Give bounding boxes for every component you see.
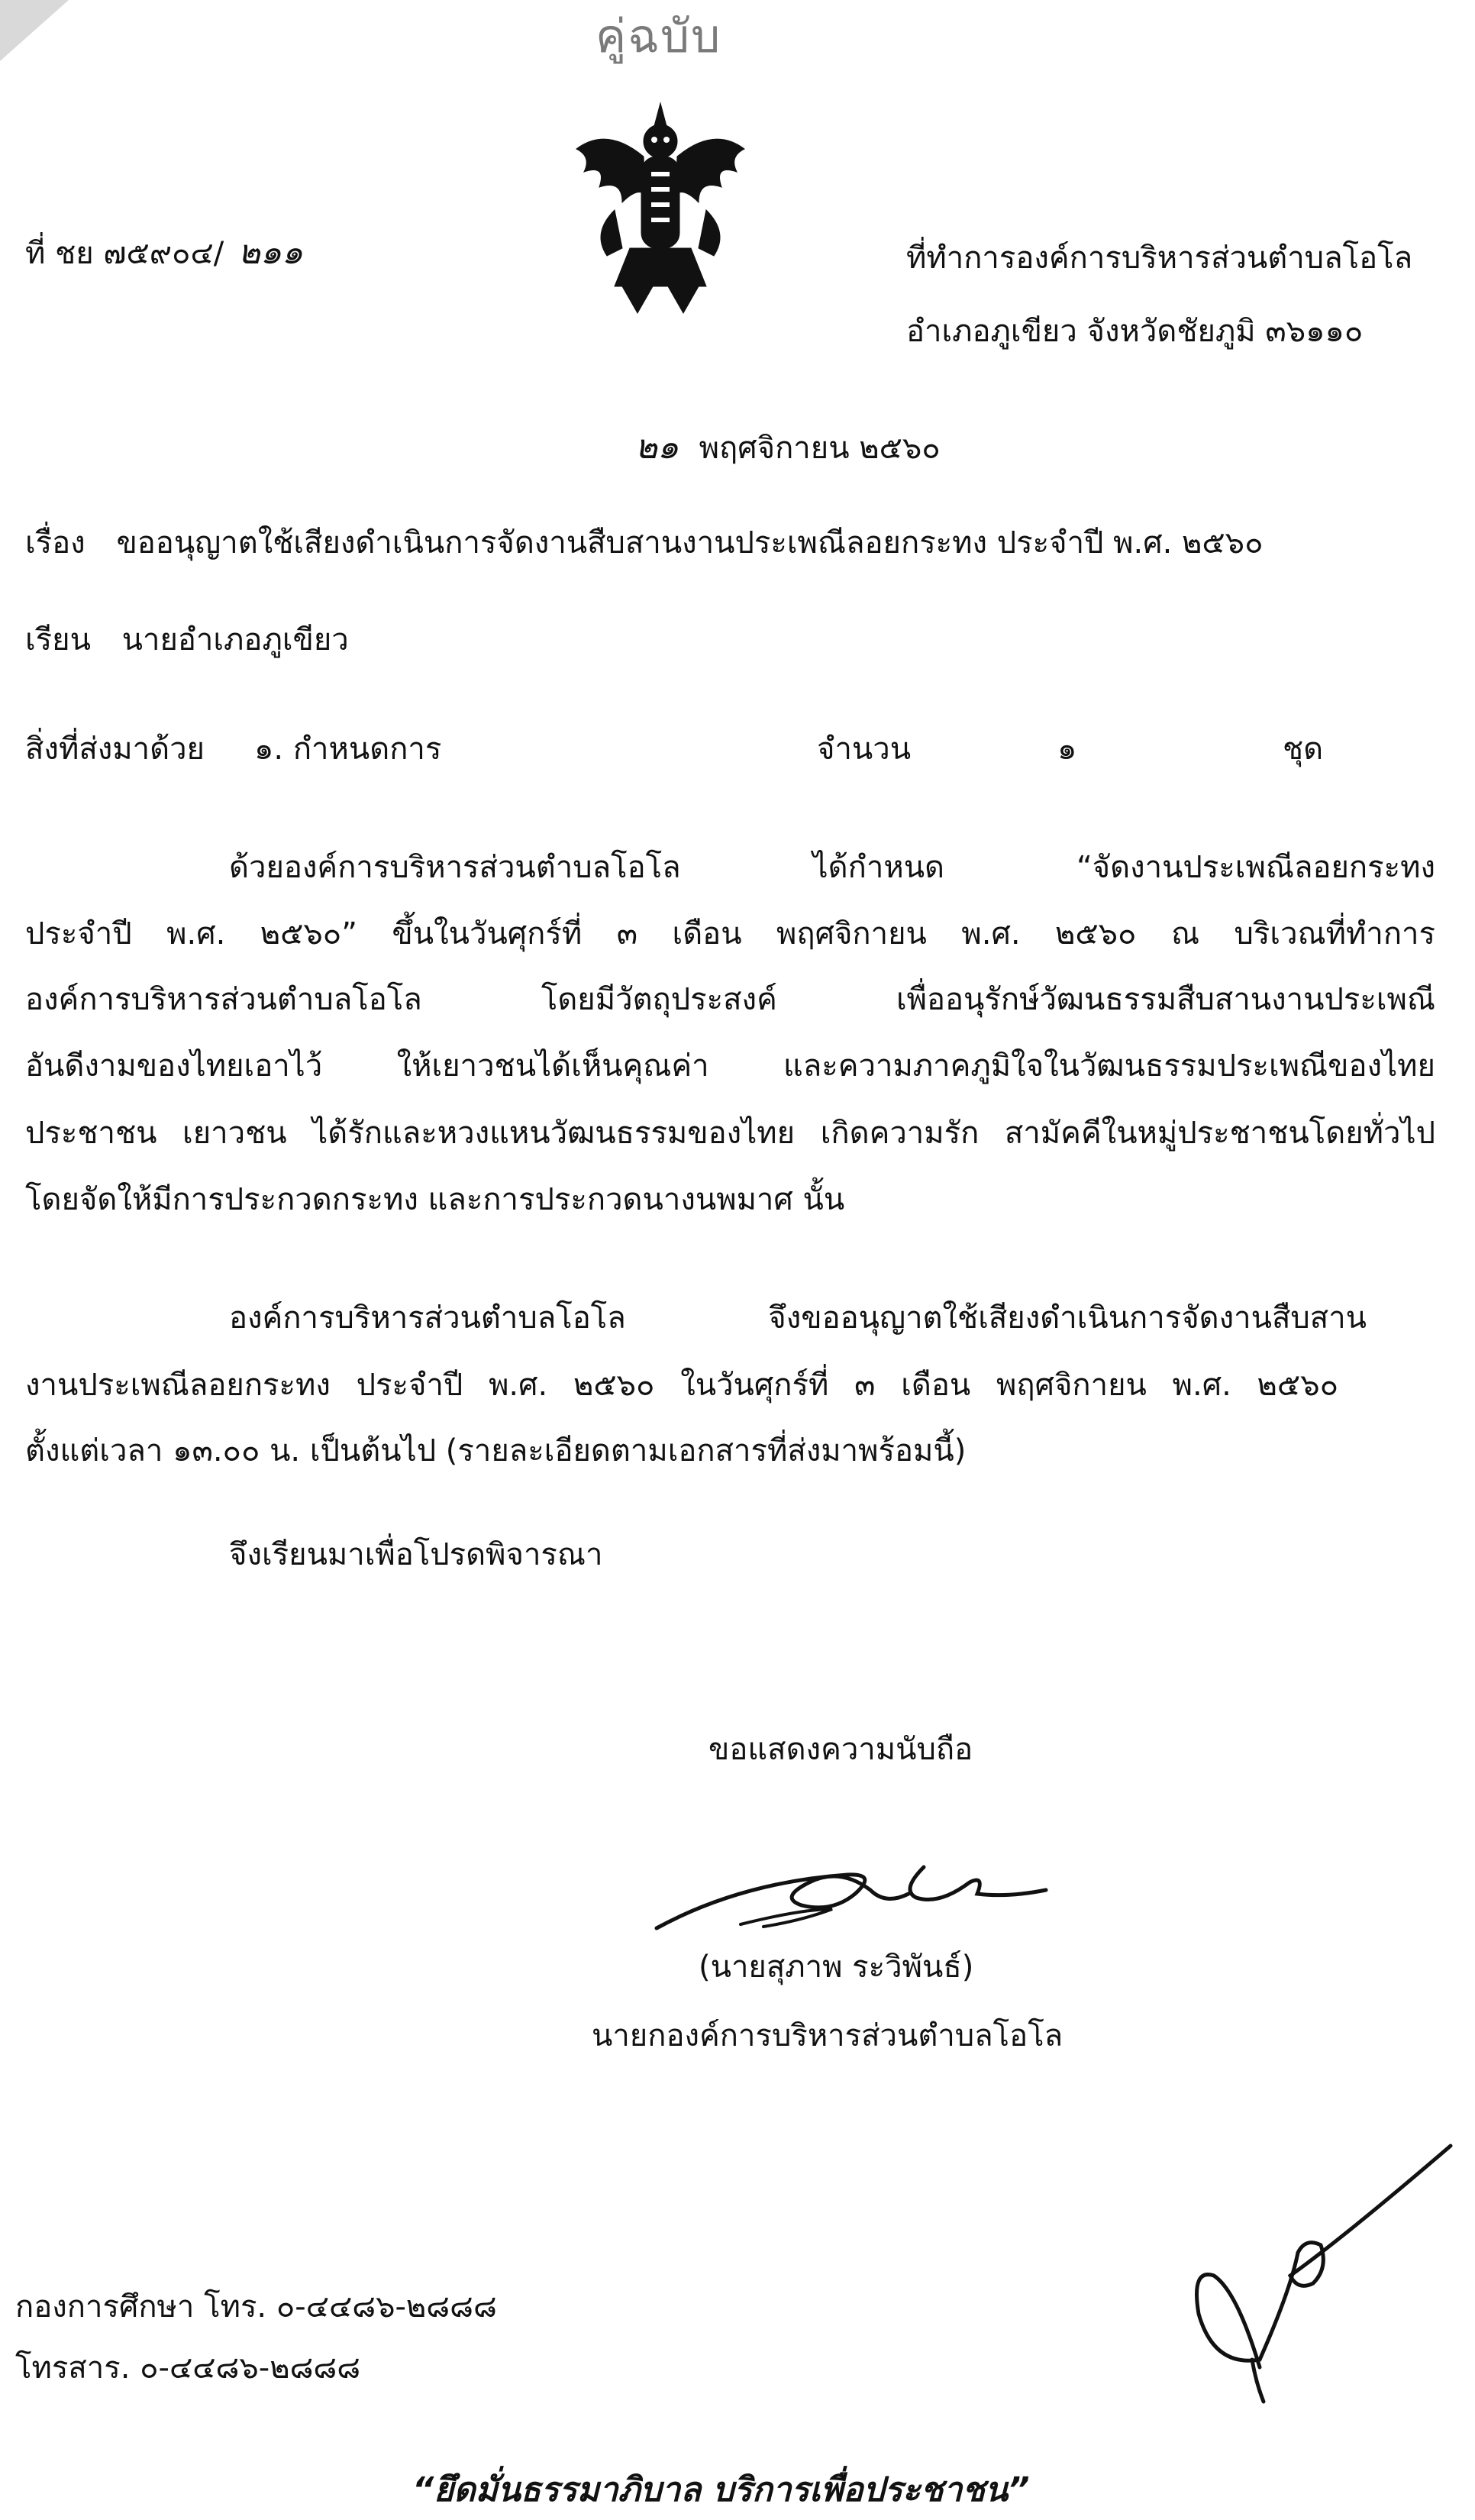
date-day-handwritten: ๒๑ [635,428,679,467]
paragraph1-line1: ด้วยองค์การบริหารส่วนตำบลโอโล ได้กำหนด “จัดงานประเพณีลอยกระทง [229,850,1435,885]
paragraph3: จึงเรียนมาเพื่อโปรดพิจารณา [229,1537,603,1572]
reference-number [25,233,303,273]
paragraph2-line2: งานประเพณีลอยกระทง ประจำปี พ.ศ. ๒๕๖๐ ในวันศุกร์ที่ ๓ เดือน พฤศจิกายน พ.ศ. ๒๕๖๐ [25,1368,1338,1403]
signature-mark [649,1821,1061,1943]
paragraph1-line6: โดยจัดให้มีการประกวดกระทง และการประกวดนางนพมาศ นั้น [25,1182,845,1217]
contact-department: กองการศึกษา โทร. ๐-๔๔๘๖-๒๘๘๘ [15,2289,497,2325]
enclosure-item: ๑. กำหนดการ [254,732,442,767]
copy-stamp: คู่ฉบับ [595,10,722,63]
enclosure-label: สิ่งที่ส่งมาด้วย [25,732,205,767]
subject-label: เรื่อง [25,525,86,561]
enclosure-unit: ชุด [1283,732,1324,767]
slogan: “ยึดมั่นธรรมาภิบาล บริการเพื่อประชาชน” [412,2470,1030,2509]
sender-address-line2: อำเภอภูเขียว จังหวัดชัยภูมิ ๓๖๑๑๐ [906,314,1364,349]
recipient-label: เรียน [25,622,91,657]
signatory-name: (นายสุภาพ ระวิพันธ์) [699,1950,974,1985]
garuda-emblem-icon [561,95,760,317]
contact-fax: โทรสาร. ๐-๔๔๘๖-๒๘๘๘ [15,2350,361,2386]
document-date [635,428,941,468]
paragraph1-line5: ประชาชน เยาวชน ได้รักและหวงแหนวัฒนธรรมของไทย เกิดความรัก สามัคคีในหมู่ประชาชนโดยทั่วไป [25,1116,1435,1151]
signatory-position: นายกองค์การบริหารส่วนตำบลโอโล [592,2018,1063,2053]
reference-printed: ที่ ชย ๗๕๙๐๔/ [25,236,224,271]
paragraph2-line3: ตั้งแต่เวลา ๑๓.๐๐ น. เป็นต้นไป (รายละเอียดตามเอกสารที่ส่งมาพร้อมนี้) [25,1433,967,1468]
sender-address-line1: ที่ทำการองค์การบริหารส่วนตำบลโอโล [906,241,1413,276]
paragraph1-line2: ประจำปี พ.ศ. ๒๕๖๐” ขึ้นในวันศุกร์ที่ ๓ เดือน พฤศจิกายน พ.ศ. ๒๕๖๐ ณ บริเวณที่ทำการ [25,916,1435,951]
closing: ขอแสดงความนับถือ [708,1732,973,1767]
enclosure-count: ๑ [1057,732,1077,767]
reference-handwritten: ๒๑๑ [237,233,303,272]
scan-corner-shadow [0,0,69,61]
paragraph1-line3: องค์การบริหารส่วนตำบลโอโล โดยมีวัตถุประสงค์ เพื่ออนุรักษ์วัฒนธรรมสืบสานงานประเพณี [25,982,1435,1017]
enclosure-count-label: จำนวน [817,732,912,767]
initials-mark [1168,2138,1458,2405]
subject-text: ขออนุญาตใช้เสียงดำเนินการจัดงานสืบสานงานประเพณีลอยกระทง ประจำปี พ.ศ. ๒๕๖๐ [116,525,1264,561]
recipient-text: นายอำเภอภูเขียว [121,622,349,657]
subject-line [25,523,1264,563]
paragraph2-line1: องค์การบริหารส่วนตำบลโอโล จึงขออนุญาตใช้เสียงดำเนินการจัดงานสืบสาน [229,1300,1367,1336]
paragraph1-line4: อันดีงามของไทยเอาไว้ ให้เยาวชนได้เห็นคุณค่า และความภาคภูมิใจในวัฒนธรรมประเพณีของไทย [25,1048,1435,1084]
recipient-line [25,620,349,660]
date-month-year: พฤศจิกายน ๒๕๖๐ [699,431,941,466]
